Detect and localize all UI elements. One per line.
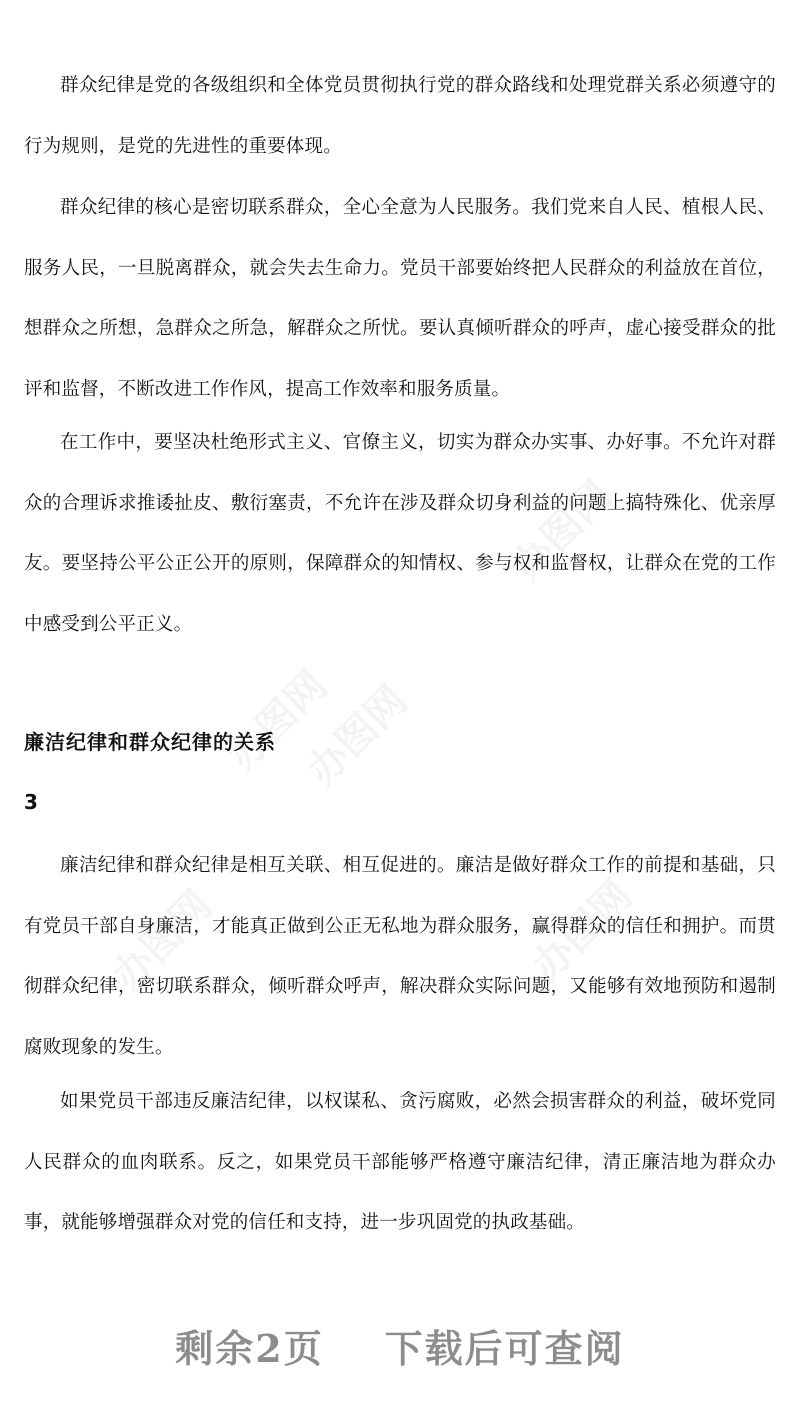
section-number: 3 <box>24 790 39 814</box>
section-title: 廉洁纪律和群众纪律的关系 <box>24 730 276 754</box>
body-paragraph: 在工作中，要坚决杜绝形式主义、官僚主义，切实为群众办实事、办好事。不允许对群众的合理诉求推诿扯皮、敷衍塞责，不允许在涉及群众切身利益的问题上搞特殊化、优亲厚友。要坚持公平公正公开的原则，保障群众的知情权、参与权和监督权，让群众在党的工作中感受到公平正义。 <box>24 432 776 635</box>
watermark: 办图网 <box>503 472 622 590</box>
watermark: 办图网 <box>218 662 337 780</box>
remaining-pages-label: 剩余2页 <box>175 1326 324 1371</box>
watermark: 办图网 <box>523 872 642 990</box>
body-paragraph: 如果党员干部违反廉洁纪律，以权谋私、贪污腐败，必然会损害群众的利益，破坏党同人民群众的血肉联系。反之，如果党员干部能够严格遵守廉洁纪律，清正廉洁地为群众办事，就能够增强群众对党的信任和支持，进一步巩固党的执政基础。 <box>24 1091 776 1233</box>
watermark: 办图网 <box>298 677 417 795</box>
watermark: 办图网 <box>103 882 222 1000</box>
download-prompt[interactable] <box>0 1318 800 1373</box>
body-paragraph: 廉洁纪律和群众纪律是相互关联、相互促进的。廉洁是做好群众工作的前提和基础，只有党员干部自身廉洁，才能真正做到公正无私地为群众服务，赢得群众的信任和拥护。而贯彻群众纪律，密切联系群众，倾听群众呼声，解决群众实际问题，又能够有效地预防和遏制腐败现象的发生。 <box>24 855 776 1058</box>
body-paragraph: 群众纪律是党的各级组织和全体党员贯彻执行党的群众路线和处理党群关系必须遵守的行为规则，是党的先进性的重要体现。 <box>24 75 776 157</box>
download-to-view-label: 下载后可查阅 <box>384 1326 625 1371</box>
body-paragraph: 群众纪律的核心是密切联系群众，全心全意为人民服务。我们党来自人民、植根人民、服务人民，一旦脱离群众，就会失去生命力。党员干部要始终把人民群众的利益放在首位，想群众之所想，急群众之所急，解群众之所忧。要认真倾听群众的呼声，虚心接受群众的批评和监督，不断改进工作作风，提高工作效率和服务质量。 <box>24 197 776 400</box>
